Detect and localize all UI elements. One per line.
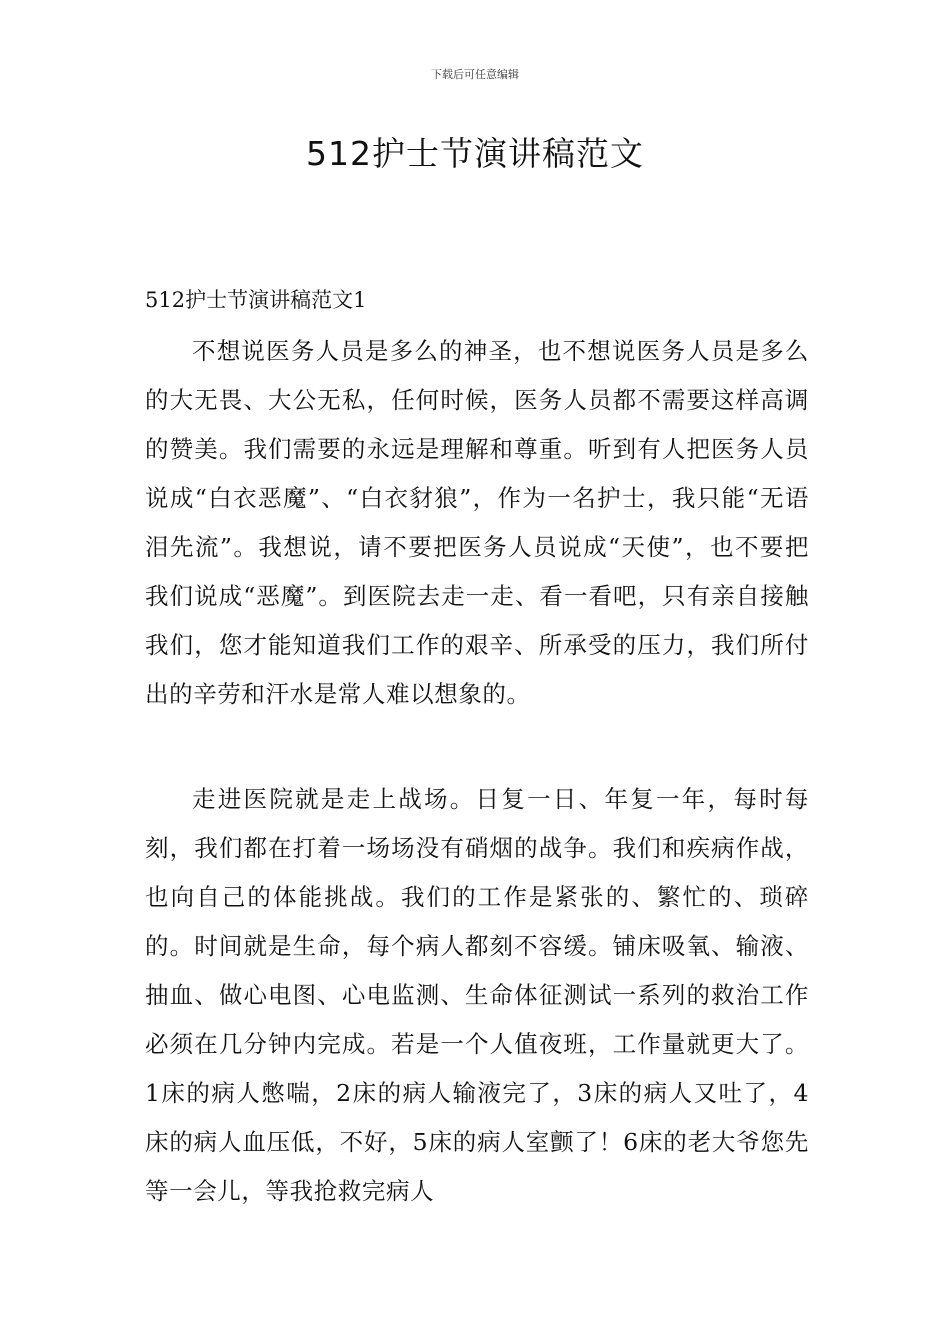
section-heading: 512护士节演讲稿范文1 xyxy=(145,288,367,312)
body-paragraph: 不想说医务人员是多么的神圣，也不想说医务人员是多么的大无畏、大公无私，任何时候，医务人员都不需要这样高调的赞美。我们需要的永远是理解和尊重。听到有人把医务人员说成“白衣恶魔”、“白衣豺狼”，作为一名护士，我只能“无语泪先流”。我想说，请不要把医务人员说成“天使”，也不要把我们说成“恶魔”。到医院去走一走、看一看吧，只有亲自接触我们，您才能知道我们工作的艰辛、所承受的压力，我们所付出的辛劳和汗水是常人难以想象的。 xyxy=(145,337,809,708)
header-note: 下载后可任意编辑 xyxy=(431,68,519,81)
body-paragraph: 走进医院就是走上战场。日复一日、年复一年，每时每刻，我们都在打着一场场没有硝烟的战争。我们和疾病作战，也向自己的体能挑战。我们的工作是紧张的、繁忙的、琐碎的。时间就是生命，每个病人都刻不容缓。铺床吸氧、输液、抽血、做心电图、心电监测、生命体征测试一系列的救治工作必须在几分钟内完成。若是一个人值夜班，工作量就更大了。1床的病人憋喘，2床的病人输液完了，3床的病人又吐了，4床的病人血压低，不好，5床的病人室颤了！6床的老大爷您先等一会儿，等我抢救完病人 xyxy=(145,785,809,1205)
document-title: 512护士节演讲稿范文 xyxy=(306,134,644,173)
